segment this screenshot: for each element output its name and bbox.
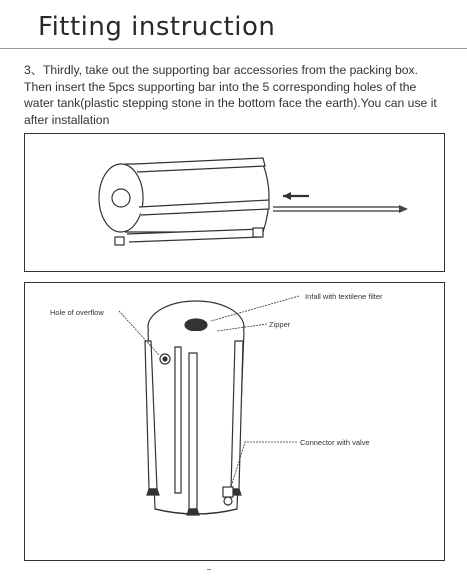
label-zipper: Zipper bbox=[269, 320, 291, 329]
page-mark bbox=[207, 569, 211, 570]
instruction-step-3 bbox=[24, 62, 444, 128]
illustration-insert-bar bbox=[24, 133, 445, 272]
valve-icon bbox=[115, 237, 124, 245]
label-hole-of-overflow: Hole of overflow bbox=[50, 308, 104, 317]
step-text: Thirdly, take out the supporting bar accessories from the packing box. Then insert the 5pcs supporting bar into the 5 corresponding holes of the water tank(plastic stepping stone in the bottom face the earth).You can use it after installation bbox=[24, 63, 437, 127]
tank-end-hole bbox=[112, 189, 130, 207]
tank-body-outline bbox=[125, 164, 269, 232]
tank-horizontal-drawing bbox=[25, 134, 444, 271]
label-connector: Connector with valve bbox=[300, 438, 370, 447]
bar-foot-icon bbox=[399, 205, 408, 213]
tank-standing-drawing bbox=[25, 283, 444, 560]
illustration-assembled-tank bbox=[24, 282, 445, 561]
connector-valve-icon bbox=[223, 487, 233, 497]
label-infall: Infall with textilene filter bbox=[305, 292, 383, 301]
step-number: 3、 bbox=[24, 63, 43, 77]
leg-foot-icon bbox=[147, 489, 159, 495]
infall-opening bbox=[185, 319, 207, 331]
title-divider bbox=[0, 48, 467, 49]
page-title: Fitting instruction bbox=[38, 12, 276, 42]
